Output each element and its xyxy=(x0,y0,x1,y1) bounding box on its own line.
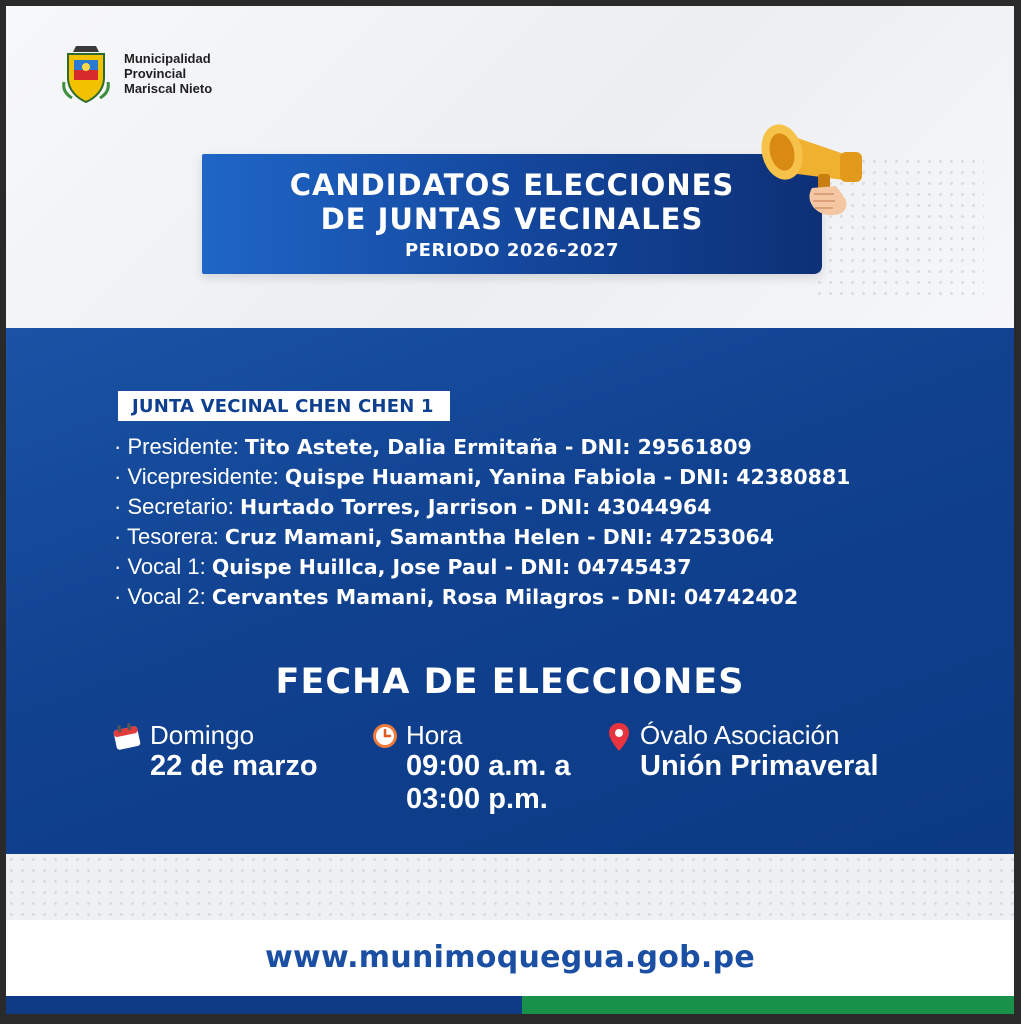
footer xyxy=(6,920,1014,996)
footer-bar-green xyxy=(522,996,1014,1014)
org-line-3: Mariscal Nieto xyxy=(124,80,213,96)
election-day-block xyxy=(150,720,318,783)
election-date-heading: FECHA DE ELECCIONES xyxy=(275,662,745,702)
member-role: · Presidente: xyxy=(114,434,245,459)
title-line-2: DE JUNTAS VECINALES xyxy=(320,202,704,236)
list-item xyxy=(114,492,850,522)
period-label: PERIODO 2026-2027 xyxy=(404,240,620,261)
list-item xyxy=(114,432,850,462)
day-label: Domingo xyxy=(150,720,255,750)
org-line-2: Provincial xyxy=(124,65,187,81)
clock-icon xyxy=(372,723,398,749)
member-role: · Vicepresidente: xyxy=(114,464,285,489)
org-line-1: Municipalidad xyxy=(124,50,211,66)
list-item xyxy=(114,582,850,612)
member-name: Cruz Mamani, Samantha Helen - DNI: 47253064 xyxy=(224,525,775,549)
list-item xyxy=(114,552,850,582)
header-section xyxy=(6,6,1014,328)
election-date: 22 de marzo xyxy=(150,750,318,782)
member-role: · Tesorera: xyxy=(114,524,225,549)
member-name: Hurtado Torres, Jarrison - DNI: 43044964 xyxy=(239,495,712,519)
title-line-1: CANDIDATOS ELECCIONES xyxy=(289,168,735,202)
time-end: 03:00 p.m. xyxy=(406,783,548,815)
junta-name-badge: JUNTA VECINAL CHEN CHEN 1 xyxy=(118,391,450,421)
calendar-icon xyxy=(112,722,144,752)
member-role: · Vocal 2: xyxy=(114,584,212,609)
time-start: 09:00 a.m. a xyxy=(406,750,571,782)
website-link[interactable]: www.munimoquegua.gob.pe xyxy=(264,940,756,975)
municipality-name xyxy=(124,51,212,96)
list-item xyxy=(114,522,850,552)
member-role: · Vocal 1: xyxy=(114,554,212,579)
member-name: Quispe Huillca, Jose Paul - DNI: 04745437 xyxy=(211,555,692,579)
place-name: Unión Primaveral xyxy=(640,750,879,782)
member-role: · Secretario: xyxy=(114,494,240,519)
election-time-block xyxy=(406,720,570,816)
municipality-logo-block xyxy=(60,42,212,104)
member-list xyxy=(114,432,850,612)
place-label: Óvalo Asociación xyxy=(640,720,840,750)
list-item xyxy=(114,462,850,492)
candidates-section xyxy=(6,328,1014,854)
member-name: Cervantes Mamani, Rosa Milagros - DNI: 04742402 xyxy=(211,585,799,609)
dot-pattern-strip xyxy=(6,854,1014,920)
member-name: Quispe Huamani, Yanina Fabiola - DNI: 42380881 xyxy=(284,465,851,489)
megaphone-icon xyxy=(752,102,872,232)
time-label: Hora xyxy=(406,720,463,750)
poster xyxy=(6,6,1014,1014)
location-pin-icon xyxy=(608,722,630,752)
title-banner xyxy=(202,154,822,274)
member-name: Tito Astete, Dalia Ermitaña - DNI: 29561809 xyxy=(244,435,752,459)
footer-bar-blue xyxy=(6,996,522,1014)
election-place-block xyxy=(640,720,879,783)
municipal-crest-icon xyxy=(60,42,112,104)
